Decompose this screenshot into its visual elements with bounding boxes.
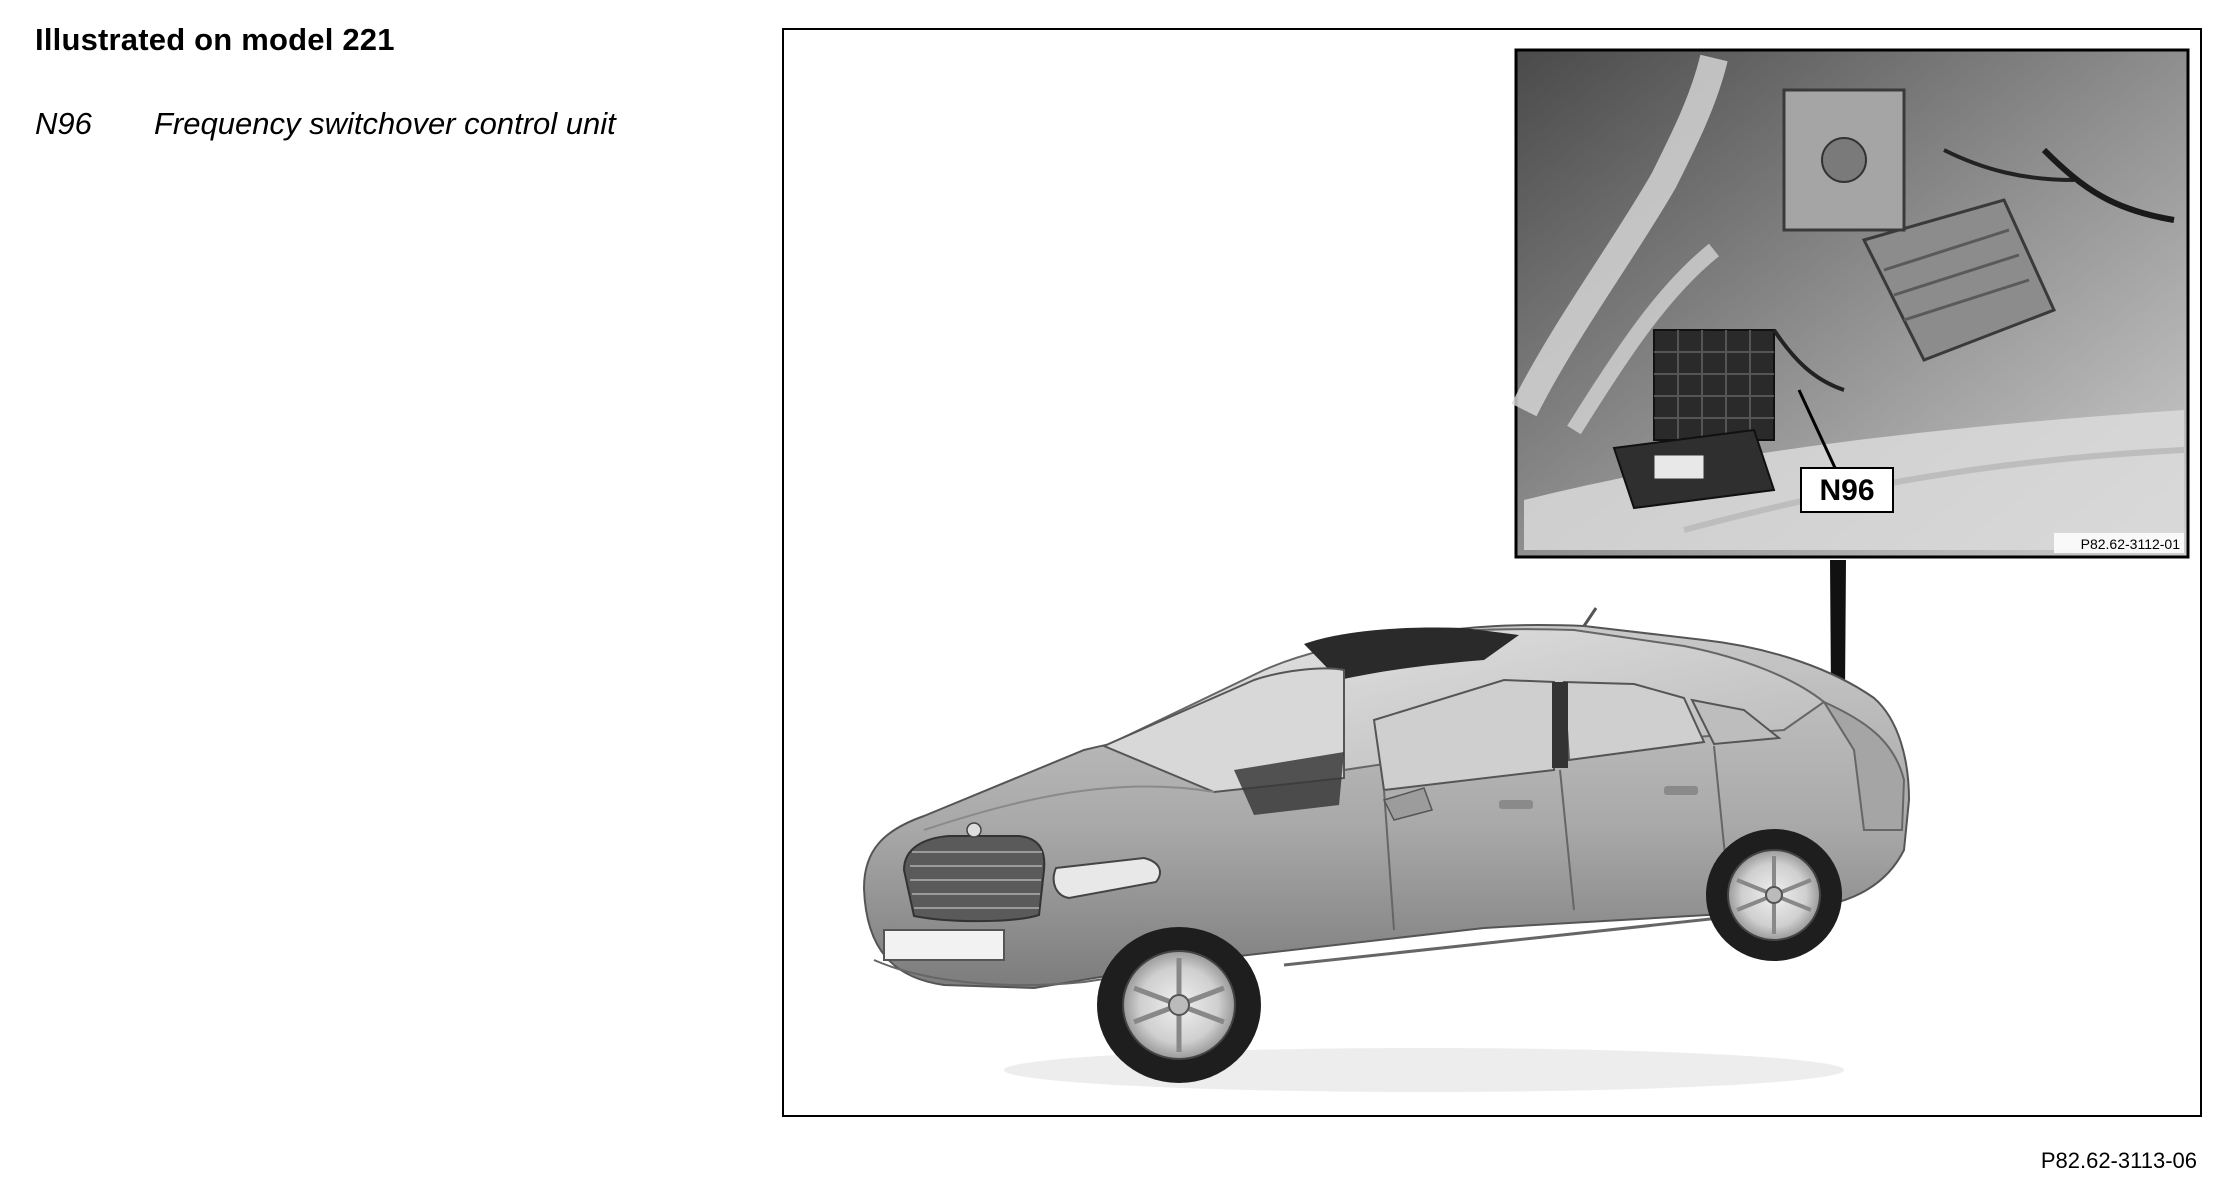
inset-photo bbox=[1516, 50, 2188, 557]
page-heading: Illustrated on model 221 bbox=[35, 22, 395, 57]
callout-label: N96 bbox=[1819, 474, 1875, 507]
vehicle-illustration bbox=[784, 30, 2202, 1117]
car-illustration bbox=[864, 608, 1909, 1092]
illustration-frame bbox=[782, 28, 2202, 1117]
legend-code: N96 bbox=[35, 106, 92, 141]
figure-reference: P82.62-3113-06 bbox=[2040, 1148, 2197, 1173]
rear-wheel bbox=[1706, 829, 1842, 961]
legend-description: Frequency switchover control unit bbox=[154, 106, 616, 141]
front-wheel bbox=[1097, 927, 1261, 1083]
inset-reference: P82.62-3112-01 bbox=[2080, 536, 2180, 552]
